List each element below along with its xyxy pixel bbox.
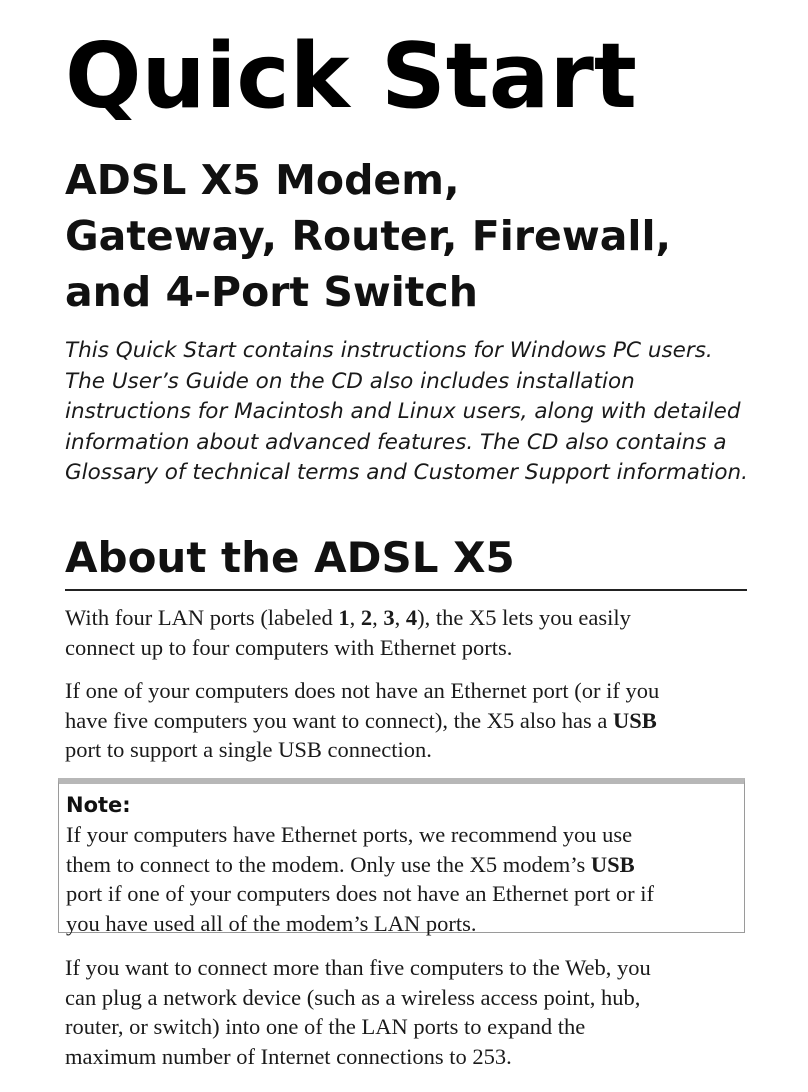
note-line: you have used all of the modem’s LAN ports. bbox=[66, 910, 477, 936]
subtitle-line: Gateway, Router, Firewall, bbox=[65, 212, 672, 260]
intro-line: This Quick Start contains instructions for Windows PC users. bbox=[65, 338, 713, 363]
subtitle-line: and 4-Port Switch bbox=[65, 268, 478, 316]
text-run: have five computers you want to connect), the X5 also has a bbox=[65, 707, 613, 733]
port-label-3: 3 bbox=[383, 605, 395, 630]
text-run: ), the X5 lets you easily bbox=[417, 605, 631, 630]
expansion-paragraph bbox=[65, 953, 651, 1071]
text-run: , bbox=[349, 605, 361, 630]
usb-emphasis: USB bbox=[612, 707, 657, 733]
intro-line: information about advanced features. The CD also contains a bbox=[65, 429, 727, 455]
paragraph-line: If you want to connect more than five computers to the Web, you bbox=[65, 955, 651, 980]
section-divider bbox=[65, 589, 747, 591]
paragraph-line: router, or switch) into one of the LAN ports to expand the bbox=[65, 1014, 586, 1039]
lan-ports-paragraph bbox=[65, 603, 631, 662]
text-run: them to connect to the modem. Only use the X5 modem’s bbox=[66, 851, 591, 877]
text-run: , bbox=[372, 605, 384, 630]
intro-paragraph bbox=[65, 336, 755, 489]
note-title: Note: bbox=[66, 793, 131, 817]
paragraph-line: port to support a single USB connection. bbox=[65, 737, 432, 762]
paragraph-line: connect up to four computers with Ethernet ports. bbox=[65, 634, 513, 660]
paragraph-line: maximum number of Internet connections to 253. bbox=[65, 1043, 512, 1069]
intro-line: instructions for Macintosh and Linux users, along with detailed bbox=[65, 399, 741, 424]
port-label-4: 4 bbox=[405, 605, 418, 630]
paragraph-line: can plug a network device (such as a wireless access point, hub, bbox=[65, 984, 641, 1010]
paragraph-line bbox=[65, 603, 631, 633]
product-subtitle bbox=[65, 152, 671, 320]
intro-line: Glossary of technical terms and Customer Support information. bbox=[65, 460, 748, 485]
text-run: With four LAN ports (labeled bbox=[65, 605, 339, 630]
usb-port-paragraph bbox=[65, 676, 659, 765]
paragraph-line bbox=[65, 706, 659, 736]
port-label-1: 1 bbox=[338, 605, 350, 630]
text-run: , bbox=[394, 605, 406, 630]
paragraph-line: If one of your computers does not have an Ethernet port (or if you bbox=[65, 678, 660, 703]
note-box bbox=[58, 778, 745, 936]
note-line: port if one of your computers does not have an Ethernet port or if bbox=[66, 881, 654, 906]
intro-line: The User’s Guide on the CD also includes installation bbox=[65, 368, 635, 394]
note-body bbox=[66, 820, 654, 938]
page-title: Quick Start bbox=[65, 24, 637, 129]
note-line: If your computers have Ethernet ports, we recommend you use bbox=[66, 822, 633, 847]
section-heading: About the ADSL X5 bbox=[65, 533, 515, 582]
subtitle-line: ADSL X5 Modem, bbox=[65, 156, 460, 204]
usb-emphasis: USB bbox=[590, 851, 635, 877]
note-line bbox=[66, 850, 654, 880]
port-label-2: 2 bbox=[360, 605, 373, 630]
